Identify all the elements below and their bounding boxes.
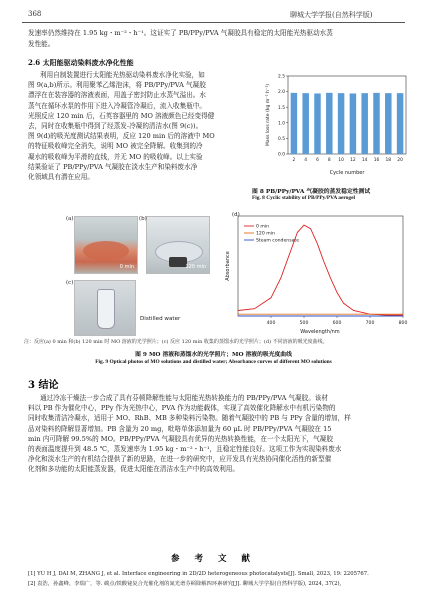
fig9-xlabel: Wavelength/nm [300,329,340,335]
fig9-label-c: (c) [66,280,74,286]
para-line: 去，同时在收集瓶中得到了经蒸发-冷凝的清洁水(图 9(c))。 [28,122,203,131]
fig8-xtick-label: 16 [373,158,380,163]
references-title: 参 考 文 献 [171,554,256,564]
para-line: 光照反应 120 min 后，石英容器里的 MO 溶液颜色已经变得健 [28,111,215,120]
reference-item: [2] 袁浩，孙鑫峰，李瑞广，等. 碳点/铁酸铋复合光催化剂的氮光谱芬顿降解四环素研究[J]. 聊城大学学报(自然科学版), 2024, 37(2), [28,581,342,587]
photo-b-time-label: 120 min [185,264,206,270]
section-2-6-title: 2.6 太阳能驱动染料废水净化性能 [28,58,134,67]
fig9-xtick-label: 600 [332,321,342,326]
fig9-legend-label: Steam condensate [256,238,300,244]
fig9-absorbance-chart [220,212,410,336]
fig9-note: 注：反应(a) 0 min 和(b) 120 min 时 MO 溶液的光学照片；(c) 反应 120 min 收集的蒸馏水的光学照片；(d) 不同溶液的吸光度曲线。 [24,339,328,345]
para-line: 结果验证了 PB/PPy/PVA 气凝胶在淡水生产和染料废水净 [28,162,198,171]
fig8-xtick-label: 12 [350,158,356,163]
fig8-xtick-label: 4 [304,158,308,163]
page-number: 368 [28,10,42,18]
fig8-bar [397,93,403,154]
fig8-xtick-label: 10 [338,158,344,163]
para-line: 图 9(d)的吸光度测试结果表明，反应 120 min 后的溶液中 MO [28,132,215,141]
bottle-shape [97,289,115,329]
fig8-bar [361,93,367,154]
fig8-xlabel: Cycle number [329,170,365,176]
para-line: 利用自制装置进行太阳能光热驱动染料废水净化实验，如 [40,71,205,79]
fig8-bar [314,93,320,154]
fig8-xtick-label: 20 [397,158,403,163]
fig9-caption-cn: 图 9 MO 溶液和蒸馏水的光学照片；MO 溶液的吸光度曲线 [135,352,292,358]
fig8-ylabel: Mass loss rate (kg m⁻² h⁻¹) [266,83,271,147]
fig9-xtick-label: 400 [266,321,276,326]
conclusion-line: 料以 PB 作为催化中心，PPy 作为光热中心，PVA 作为功能载体，实现了高效催化降解水中有机污染物的 [28,404,336,413]
fig8-bar [350,93,356,154]
para-line: 蒸气在循环水泵的作用下进入冷凝管冷凝后，流入收集瓶中。 [28,101,207,110]
fig9-ylabel: Absorbance [225,251,231,281]
para-line: 化领域具有潜在应用。 [28,173,94,182]
para-line: 图 9(a,b)所示。利用聚苯乙烯泡沫，将 PB/PPy/PVA 气凝胶 [28,81,206,90]
fig9-label-d: (d) [232,212,240,218]
conclusion-paragraph [28,393,403,475]
conclusion-line: 的表面温度提升到 48.5 ℃，蒸发速率为 1.95 kg・m⁻²・h⁻¹，且稳定性能良好。这项工作为实现染料废水 [28,445,342,454]
fig9-xtick-label: 800 [398,321,408,326]
fig9-legend-label: 0 min [256,224,270,230]
fig8-xtick-label: 6 [316,158,319,163]
photo-distilled-water [74,280,136,336]
reference-item: [1] YU H J, DAI M, ZHANG J, et al. Interface engineering in 2D/2D heterogeneous photocatalysts[J]. Small, 2023, 19: 2205767. [28,571,369,577]
conclusion-line: min 内可降解 99.5%的 MO。PB/PPy/PVA 气凝胶具有优异的光热转换性能，在一个太阳光下，气凝胶 [28,434,333,443]
fig9-legend-label: 120 min [256,231,275,237]
conclusion-line: 通过冷冻干燥法一步合成了具有芬顿降解性能与太阳能光热转换能力的 PB/PPy/PVA 气凝胶。该材 [40,394,328,402]
journal-name: 聊城大学学报(自然科学版) [290,11,373,19]
header-rule [22,22,405,23]
fig8-bar-chart [262,70,412,182]
fig8-bar [385,93,391,154]
conclusion-line: 品对染料的降解显著增加。PB 含量为 20 mg，吡咯单体添加量为 60 μL 时 PB/PPy/PVA 气凝胶在 15 [28,424,332,433]
fig9-caption-en: Fig. 9 Optical photos of MO solutions and distilled water; Absorbance curves of different MO solutions [95,359,332,365]
left-paragraph [28,70,250,182]
photo-a-time-label: 0 min [119,264,134,270]
fig8-bar [326,93,332,154]
para-line: 漂浮在在装容器的溶液表面，用盖子密封防止水蒸气溢出。水 [28,91,207,100]
distilled-water-label: Distilled water [140,316,181,322]
fig9-label-a: (a) [66,216,74,222]
conclusion-line: 净化和淡水生产的有机结合提供了新的思路，在进一步的研究中，应开发具有光热协同催化活性的新型催 [28,455,332,464]
fig8-ytick-label: 2.0 [278,90,285,96]
fig9-xtick-label: 700 [365,321,375,326]
fig8-ytick-label: 0.0 [278,152,285,158]
photo-mo-120min [146,216,210,274]
para-line: 凝水的吸收峰为平滑的直线，并无 MO 的吸收峰。以上实验 [28,152,203,161]
fig8-xtick-label: 18 [385,158,392,163]
conclusion-line: 化剂和多功能的太阳能蒸发器，促进太阳能在清洁水生产中的高效利用。 [28,465,239,474]
fig8-ytick-label: 2.5 [278,74,285,80]
fig8-bar [302,93,308,154]
section-3-title: 3 结论 [28,380,59,391]
fig8-ytick-label: 1.5 [278,105,285,111]
fig8-bar [373,93,379,154]
aerogel-shape [169,257,187,267]
fig9-label-b: (b) [139,216,147,222]
fig8-xtick-label: 8 [327,158,331,163]
conclusion-line: 同时收集清洁冷凝水，适用于 MO、RhB、MB 多种染料污染物。随着气凝胶中的 PB 与 PPy 含量的增加，样 [28,414,351,423]
fig8-caption-cn: 图 8 PB/PPy/PVA 气凝胶的蒸发稳定性测试 [252,189,371,195]
intro-line-1: 发速率仍然维持在 1.95 kg・m⁻²・h⁻¹。这证实了 PB/PPy/PVA 气凝胶具有稳定的太阳能光热驱动水蒸 [28,29,333,37]
fig8-bar [338,93,344,154]
red-solution-shape [83,241,129,261]
fig8-ytick-label: 1.0 [278,121,285,127]
fig8-ytick-label: 0.5 [278,137,285,142]
fig8-bar [291,93,297,154]
para-line: 的特征吸收峰完全消失，说明 MO 被完全降解。收集到的冷 [28,142,203,151]
fig8-xtick-label: 2 [292,158,296,163]
intro-line-2: 发性能。 [28,40,55,48]
fig9-xtick-label: 500 [299,321,309,326]
fig8-xtick-label: 14 [361,158,368,163]
fig8-caption-en: Fig. 8 Cyclic stability of PB/PPy/PVA aerogel [252,195,355,201]
photo-mo-0min [74,216,138,274]
